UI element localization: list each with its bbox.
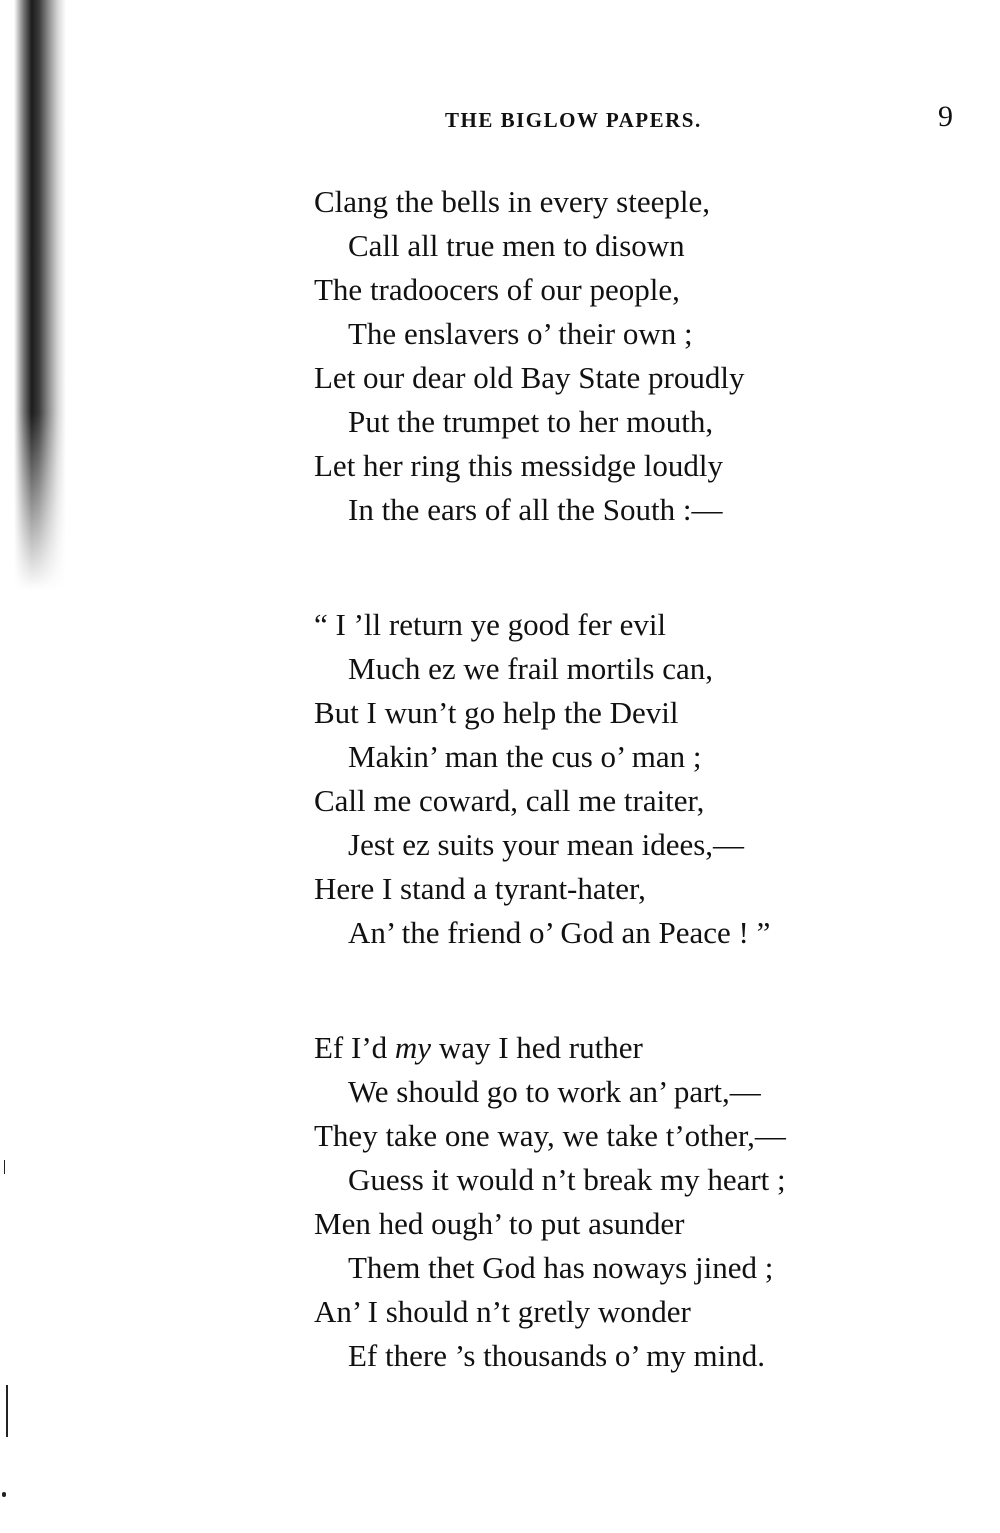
verse-line: Jest ez suits your mean idees,—: [348, 827, 745, 862]
stanza-1: [314, 180, 954, 532]
verse-line: [314, 1026, 954, 1070]
verse-line: Clang the bells in every steeple,: [314, 184, 710, 219]
verse-line: Much ez we frail mortils can,: [348, 651, 713, 686]
binding-shadow: [14, 0, 66, 590]
verse-line: The tradoocers of our people,: [314, 272, 680, 307]
stanza-3: [314, 1026, 954, 1378]
margin-dot: [2, 1492, 6, 1497]
verse-line: Them thet God has noways jined ;: [348, 1250, 774, 1285]
verse-line: Let her ring this messidge loudly: [314, 448, 723, 483]
verse-line: Men hed ough’ to put asunder: [314, 1206, 685, 1241]
verse-line: They take one way, we take t’other,—: [314, 1118, 786, 1153]
verse-line: Call me coward, call me traiter,: [314, 783, 705, 818]
verse-line: Guess it would n’t break my heart ;: [348, 1162, 786, 1197]
verse-line: We should go to work an’ part,—: [348, 1074, 761, 1109]
verse-line: Here I stand a tyrant-hater,: [314, 871, 646, 906]
verse-text: way I hed ruther: [431, 1030, 643, 1065]
poem: [314, 180, 954, 1449]
verse-line: In the ears of all the South :—: [348, 492, 723, 527]
verse-line: Put the trumpet to her mouth,: [348, 404, 714, 439]
verse-line: “ I ’ll return ye good fer evil: [314, 607, 667, 642]
verse-line: An’ I should n’t gretly wonder: [314, 1294, 691, 1329]
running-title: THE BIGLOW PAPERS.: [445, 108, 702, 132]
verse-text: Ef I’d: [314, 1030, 395, 1065]
margin-mark: [4, 1160, 5, 1174]
verse-line: An’ the friend o’ God an Peace ! ”: [348, 915, 771, 950]
verse-line: But I wun’t go help the Devil: [314, 695, 679, 730]
page-number: 9: [938, 100, 953, 133]
verse-line: Call all true men to disown: [348, 228, 685, 263]
verse-line: Makin’ man the cus o’ man ;: [348, 739, 702, 774]
verse-line: The enslavers o’ their own ;: [348, 316, 693, 351]
verse-line: Let our dear old Bay State proudly: [314, 360, 745, 395]
italic-word: my: [394, 1030, 432, 1065]
margin-mark: [6, 1385, 8, 1437]
stanza-2: [314, 603, 954, 955]
verse-line: Ef there ’s thousands o’ my mind.: [348, 1338, 766, 1373]
